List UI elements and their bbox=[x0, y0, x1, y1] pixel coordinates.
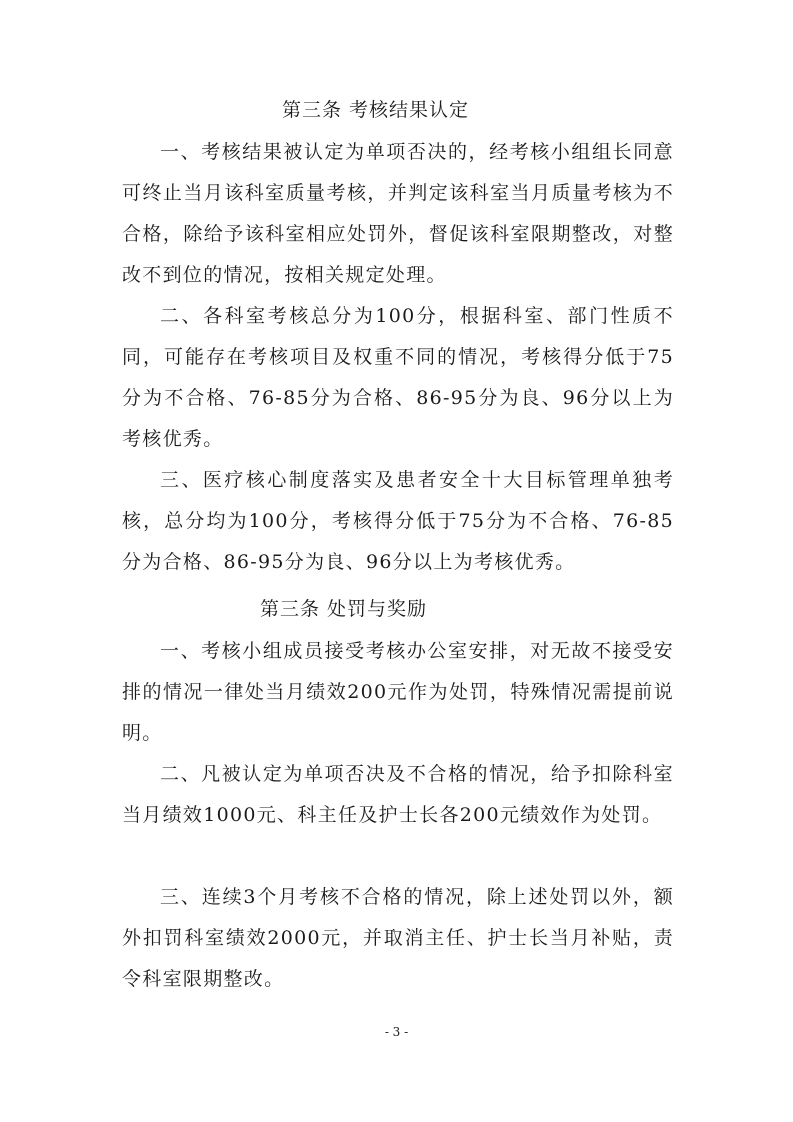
paragraph-consecutive-failure: 三、连续3个月考核不合格的情况，除上述处罚以外，额外扣罚科室绩效2000元，并取消主任、护士长当月补贴，责令科室限期整改。 bbox=[122, 886, 674, 990]
paragraph-total-score: 二、各科室考核总分为100分，根据科室、部门性质不同，可能存在考核项目及权重不同的情况，考核得分低于75分为不合格、76-85分为合格、86-95分为良、96分以上为考核优秀。 bbox=[122, 305, 674, 450]
paragraph-deduction: 二、凡被认定为单项否决及不合格的情况，给予扣除科室当月绩效1000元、科主任及护士长各200元绩效作为处罚。 bbox=[122, 763, 674, 826]
section-heading-assessment-result: 第三条 考核结果认定 bbox=[282, 99, 470, 121]
paragraph-core-system: 三、医疗核心制度落实及患者安全十大目标管理单独考核，总分均为100分，考核得分低于75分为不合格、76-85分为合格、86-95分为良、96分以上为考核优秀。 bbox=[122, 469, 674, 573]
paragraph-team-member: 一、考核小组成员接受考核办公室安排，对无故不接受安排的情况一律处当月绩效200元作为处罚，特殊情况需提前说明。 bbox=[122, 640, 674, 744]
section-heading-penalty-reward: 第三条 处罚与奖励 bbox=[260, 598, 428, 620]
paragraph-single-veto: 一、考核结果被认定为单项否决的，经考核小组组长同意可终止当月该科室质量考核，并判定该科室当月质量考核为不合格，除给予该科室相应处罚外，督促该科室限期整改，对整改不到位的情况，按相关规定处理。 bbox=[122, 141, 674, 286]
page-number: - 3 - bbox=[384, 1025, 409, 1039]
